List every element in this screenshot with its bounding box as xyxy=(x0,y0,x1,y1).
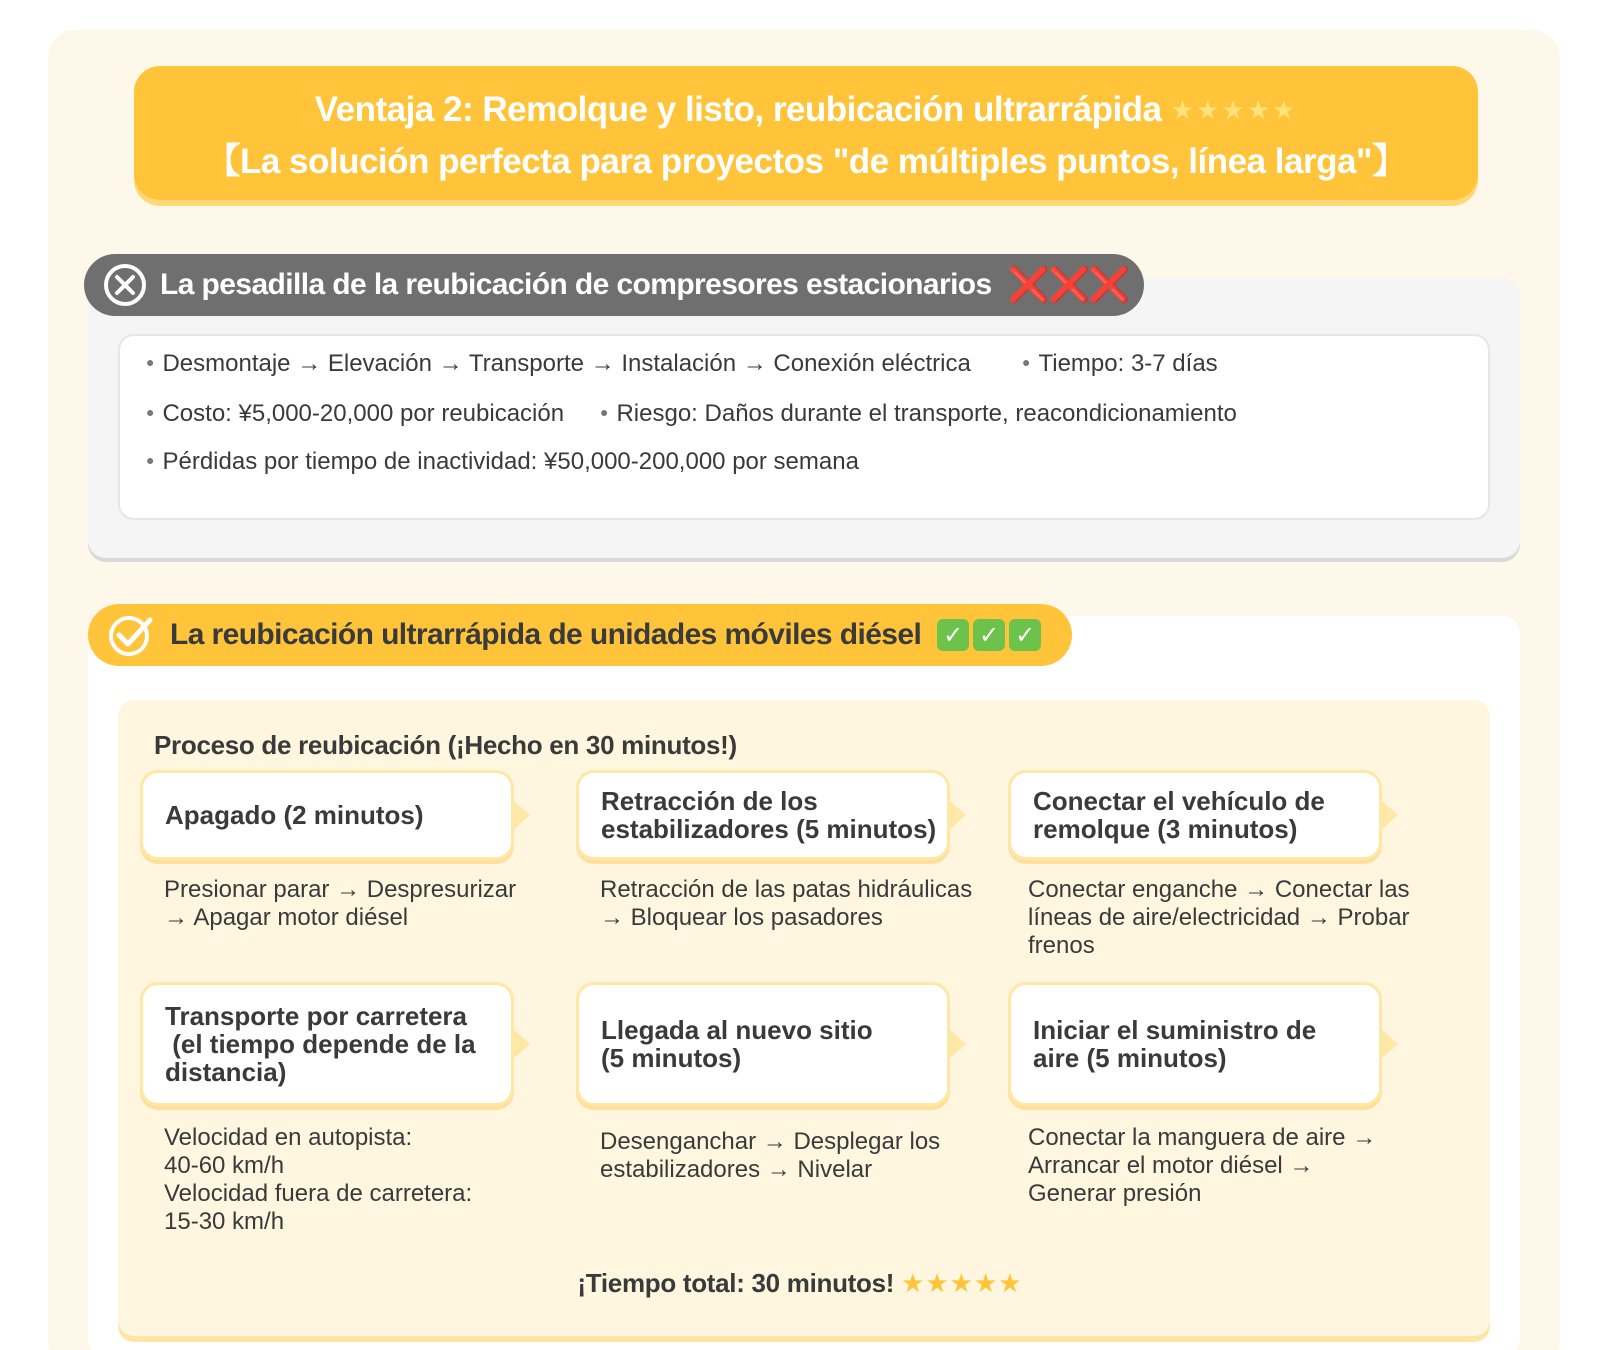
check-mark-icon: ✓ xyxy=(937,619,969,651)
step-box xyxy=(576,982,950,1106)
problem-bullet: ● Riesgo: Daños durante el transporte, reacondicionamiento xyxy=(600,400,1237,428)
check-mark-icon: ✓ xyxy=(973,619,1005,651)
problem-bullet: ● Tiempo: 3-7 días xyxy=(1022,350,1218,378)
check-circle-icon xyxy=(106,612,158,658)
title-stars: ★★★★★ xyxy=(1170,95,1298,125)
process-title: Proceso de reubicación (¡Hecho en 30 minutos!) xyxy=(154,730,737,760)
step-description: Retracción de las patas hidráulicas → Bloquear los pasadores xyxy=(600,876,973,931)
step-description: Conectar enganche → Conectar las líneas de aire/electricidad → Probar frenos xyxy=(1028,876,1410,959)
step-arrow-icon xyxy=(950,801,966,829)
step-description: Desenganchar → Desplegar los estabilizadores → Nivelar xyxy=(600,1128,941,1183)
problem-header-text: La pesadilla de la reubicación de compresores estacionarios xyxy=(160,268,992,301)
step-arrow-icon xyxy=(950,1030,966,1058)
step-box xyxy=(576,770,950,860)
check-marks xyxy=(937,619,1041,651)
step-box xyxy=(1008,982,1382,1106)
title-banner xyxy=(134,66,1478,200)
step-description: Conectar la manguera de aire → Arrancar el motor diésel → Generar presión xyxy=(1028,1124,1377,1207)
problem-bullet: ● Costo: ¥5,000-20,000 por reubicación xyxy=(146,400,564,428)
check-mark-icon: ✓ xyxy=(1009,619,1041,651)
step-arrow-icon xyxy=(1382,801,1398,829)
step-arrow-icon xyxy=(514,801,530,829)
step-description: Presionar parar → Despresurizar → Apagar motor diésel xyxy=(164,876,517,931)
step-box xyxy=(1008,770,1382,860)
cross-marks: ❌❌❌ xyxy=(1007,266,1129,304)
problem-header xyxy=(84,254,1144,316)
problem-bullet: ● Pérdidas por tiempo de inactividad: ¥50,000-200,000 por semana xyxy=(146,448,859,476)
title-line-1 xyxy=(134,84,1478,136)
total-time-stars: ★★★★★ xyxy=(901,1268,1023,1298)
problem-bullet: ● Desmontaje → Elevación → Transporte → Instalación → Conexión eléctrica xyxy=(146,350,971,378)
step-arrow-icon xyxy=(514,1030,530,1058)
solution-header-text: La reubicación ultrarrápida de unidades móviles diésel xyxy=(170,618,922,651)
step-title: Apagado (2 minutos) xyxy=(165,800,424,830)
step-description: Velocidad en autopista: 40-60 km/h Velocidad fuera de carretera: 15-30 km/h xyxy=(164,1124,473,1235)
step-title: Retracción de los estabilizadores (5 minutos) xyxy=(601,786,937,844)
solution-header xyxy=(88,604,1072,666)
title-line-2: 【La solución perfecta para proyectos "de múltiples puntos, línea larga"】 xyxy=(205,142,1407,181)
step-box xyxy=(140,770,514,860)
step-title: Transporte por carretera (el tiempo depende de la distancia) xyxy=(165,1001,476,1087)
step-title: Llegada al nuevo sitio (5 minutos) xyxy=(601,1015,873,1073)
total-time-label: ¡Tiempo total: 30 minutos! xyxy=(577,1268,895,1298)
step-box xyxy=(140,982,514,1106)
x-circle-icon xyxy=(102,262,148,308)
step-title: Iniciar el suministro de aire (5 minutos) xyxy=(1033,1015,1317,1073)
total-time xyxy=(0,1268,1600,1299)
title-text: Ventaja 2: Remolque y listo, reubicación ultrarrápida xyxy=(314,90,1162,129)
step-title: Conectar el vehículo de remolque (3 minutos) xyxy=(1033,786,1325,844)
step-arrow-icon xyxy=(1382,1030,1398,1058)
